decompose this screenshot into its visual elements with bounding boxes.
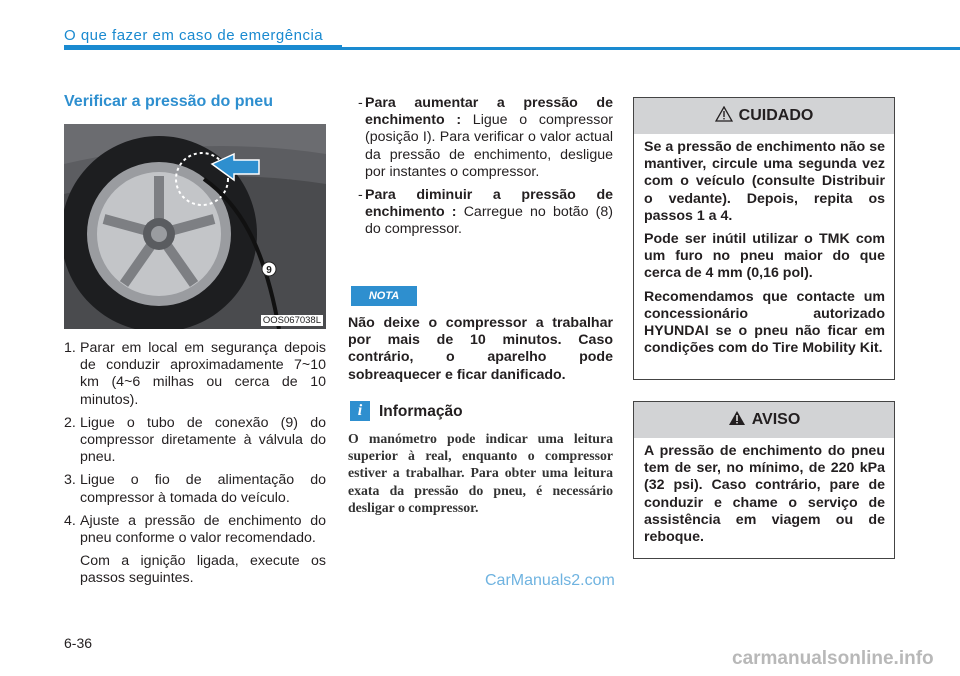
step-text: Ligue o tubo de conexão (9) do compressor diretamente à válvula do pneu.: [80, 414, 326, 466]
cuidado-header: [634, 98, 894, 134]
aviso-box: [633, 401, 895, 559]
cuidado-title: CUIDADO: [738, 107, 814, 125]
step-number: 4.: [64, 512, 76, 529]
step-note: Com a ignição ligada, execute os passos seguintes.: [80, 553, 326, 587]
aviso-text: A pressão de enchimento do pneu tem de ser, no mínimo, de 220 kPa (32 psi). Caso contrário, pare de conduzir e chame o serviço de assistência em viagem ou de reboque.: [644, 443, 885, 546]
info-icon: i: [350, 401, 370, 421]
cuidado-box: [633, 97, 895, 380]
bullet-dash: -: [358, 187, 363, 204]
section-title: Verificar a pressão do pneu: [64, 93, 273, 110]
page-number: 6-36: [64, 635, 93, 651]
step-item: [64, 513, 326, 547]
step-number: 2.: [64, 414, 76, 431]
step-number: 3.: [64, 472, 76, 489]
cuidado-paragraph: Se a pressão de enchimento não se mantiver, circule uma segunda vez com o veículo (consulte Distribuir o vedante). Depois, repita os passos 1 a 4.: [644, 139, 885, 224]
bullet-label: Para diminuir a pressão de enchimento :: [365, 187, 613, 221]
cuidado-body: [634, 134, 894, 371]
aviso-body: [634, 438, 894, 560]
step-text: Parar em local em segurança depois de conduzir aproximadamente 7~10 km (4~6 milhas ou cerca de 10 minutos).: [80, 340, 326, 408]
bullet-item: [348, 187, 613, 239]
bullet-text: Carregue no botão (8) do compressor.: [365, 204, 613, 238]
nota-badge: NOTA: [351, 286, 417, 306]
step-item: [64, 340, 326, 409]
bullet-item: [348, 95, 613, 181]
header-rule-tab: [64, 45, 342, 50]
info-text: O manómetro pode indicar uma leitura superior à real, enquanto o compressor estiver a trabalhar. Para obter uma leitura exata da pressão do pneu, é necessário desligar o compressor.: [348, 431, 613, 515]
nota-text: Não deixe o compressor a trabalhar por mais de 10 minutos. Caso contrário, o aparelho pode sobreaquecer e ficar danificado.: [348, 315, 613, 383]
warning-filled-icon: [728, 410, 746, 430]
aviso-header: [634, 402, 894, 438]
cuidado-paragraph: Recomendamos que contacte um concessionário autorizado HYUNDAI se o pneu não ficar em condições com do Tire Mobility Kit.: [644, 288, 885, 357]
tire-compressor-photo: [64, 124, 326, 329]
bullet-dash: -: [358, 95, 363, 111]
aviso-title: AVISO: [751, 411, 801, 429]
step-item: [64, 472, 326, 506]
page-header-title: O que fazer em caso de emergência: [64, 27, 324, 44]
step-number: 1.: [64, 340, 76, 356]
callout-number: 9: [266, 265, 272, 276]
bullet-label: Para aumentar a pressão de enchimento :: [365, 95, 613, 129]
steps-list: [64, 340, 326, 588]
step-text: Ajuste a pressão de enchimento do pneu conforme o valor recomendado.: [80, 512, 326, 547]
tire-illustration: [64, 124, 326, 329]
photo-caption: OOS067038L: [262, 315, 321, 326]
watermark-link[interactable]: CarManuals2.com: [485, 572, 615, 589]
pressure-adjust-list: [348, 95, 613, 245]
step-text: Ligue o fio de alimentação do compressor à tomada do veículo.: [80, 472, 326, 506]
footer-site-watermark: carmanualsonline.info: [732, 648, 934, 669]
warning-outline-icon: [715, 106, 733, 126]
step-item: [64, 415, 326, 467]
info-title: Informação: [379, 403, 463, 420]
cuidado-paragraph: Pode ser inútil utilizar o TMK com um furo no pneu maior do que cerca de 4 mm (0,16 pol).: [644, 231, 885, 282]
bullet-text: Ligue o compressor (posição I). Para verificar o valor actual da pressão de enchimento, desligue por instantes o compressor.: [365, 112, 613, 180]
